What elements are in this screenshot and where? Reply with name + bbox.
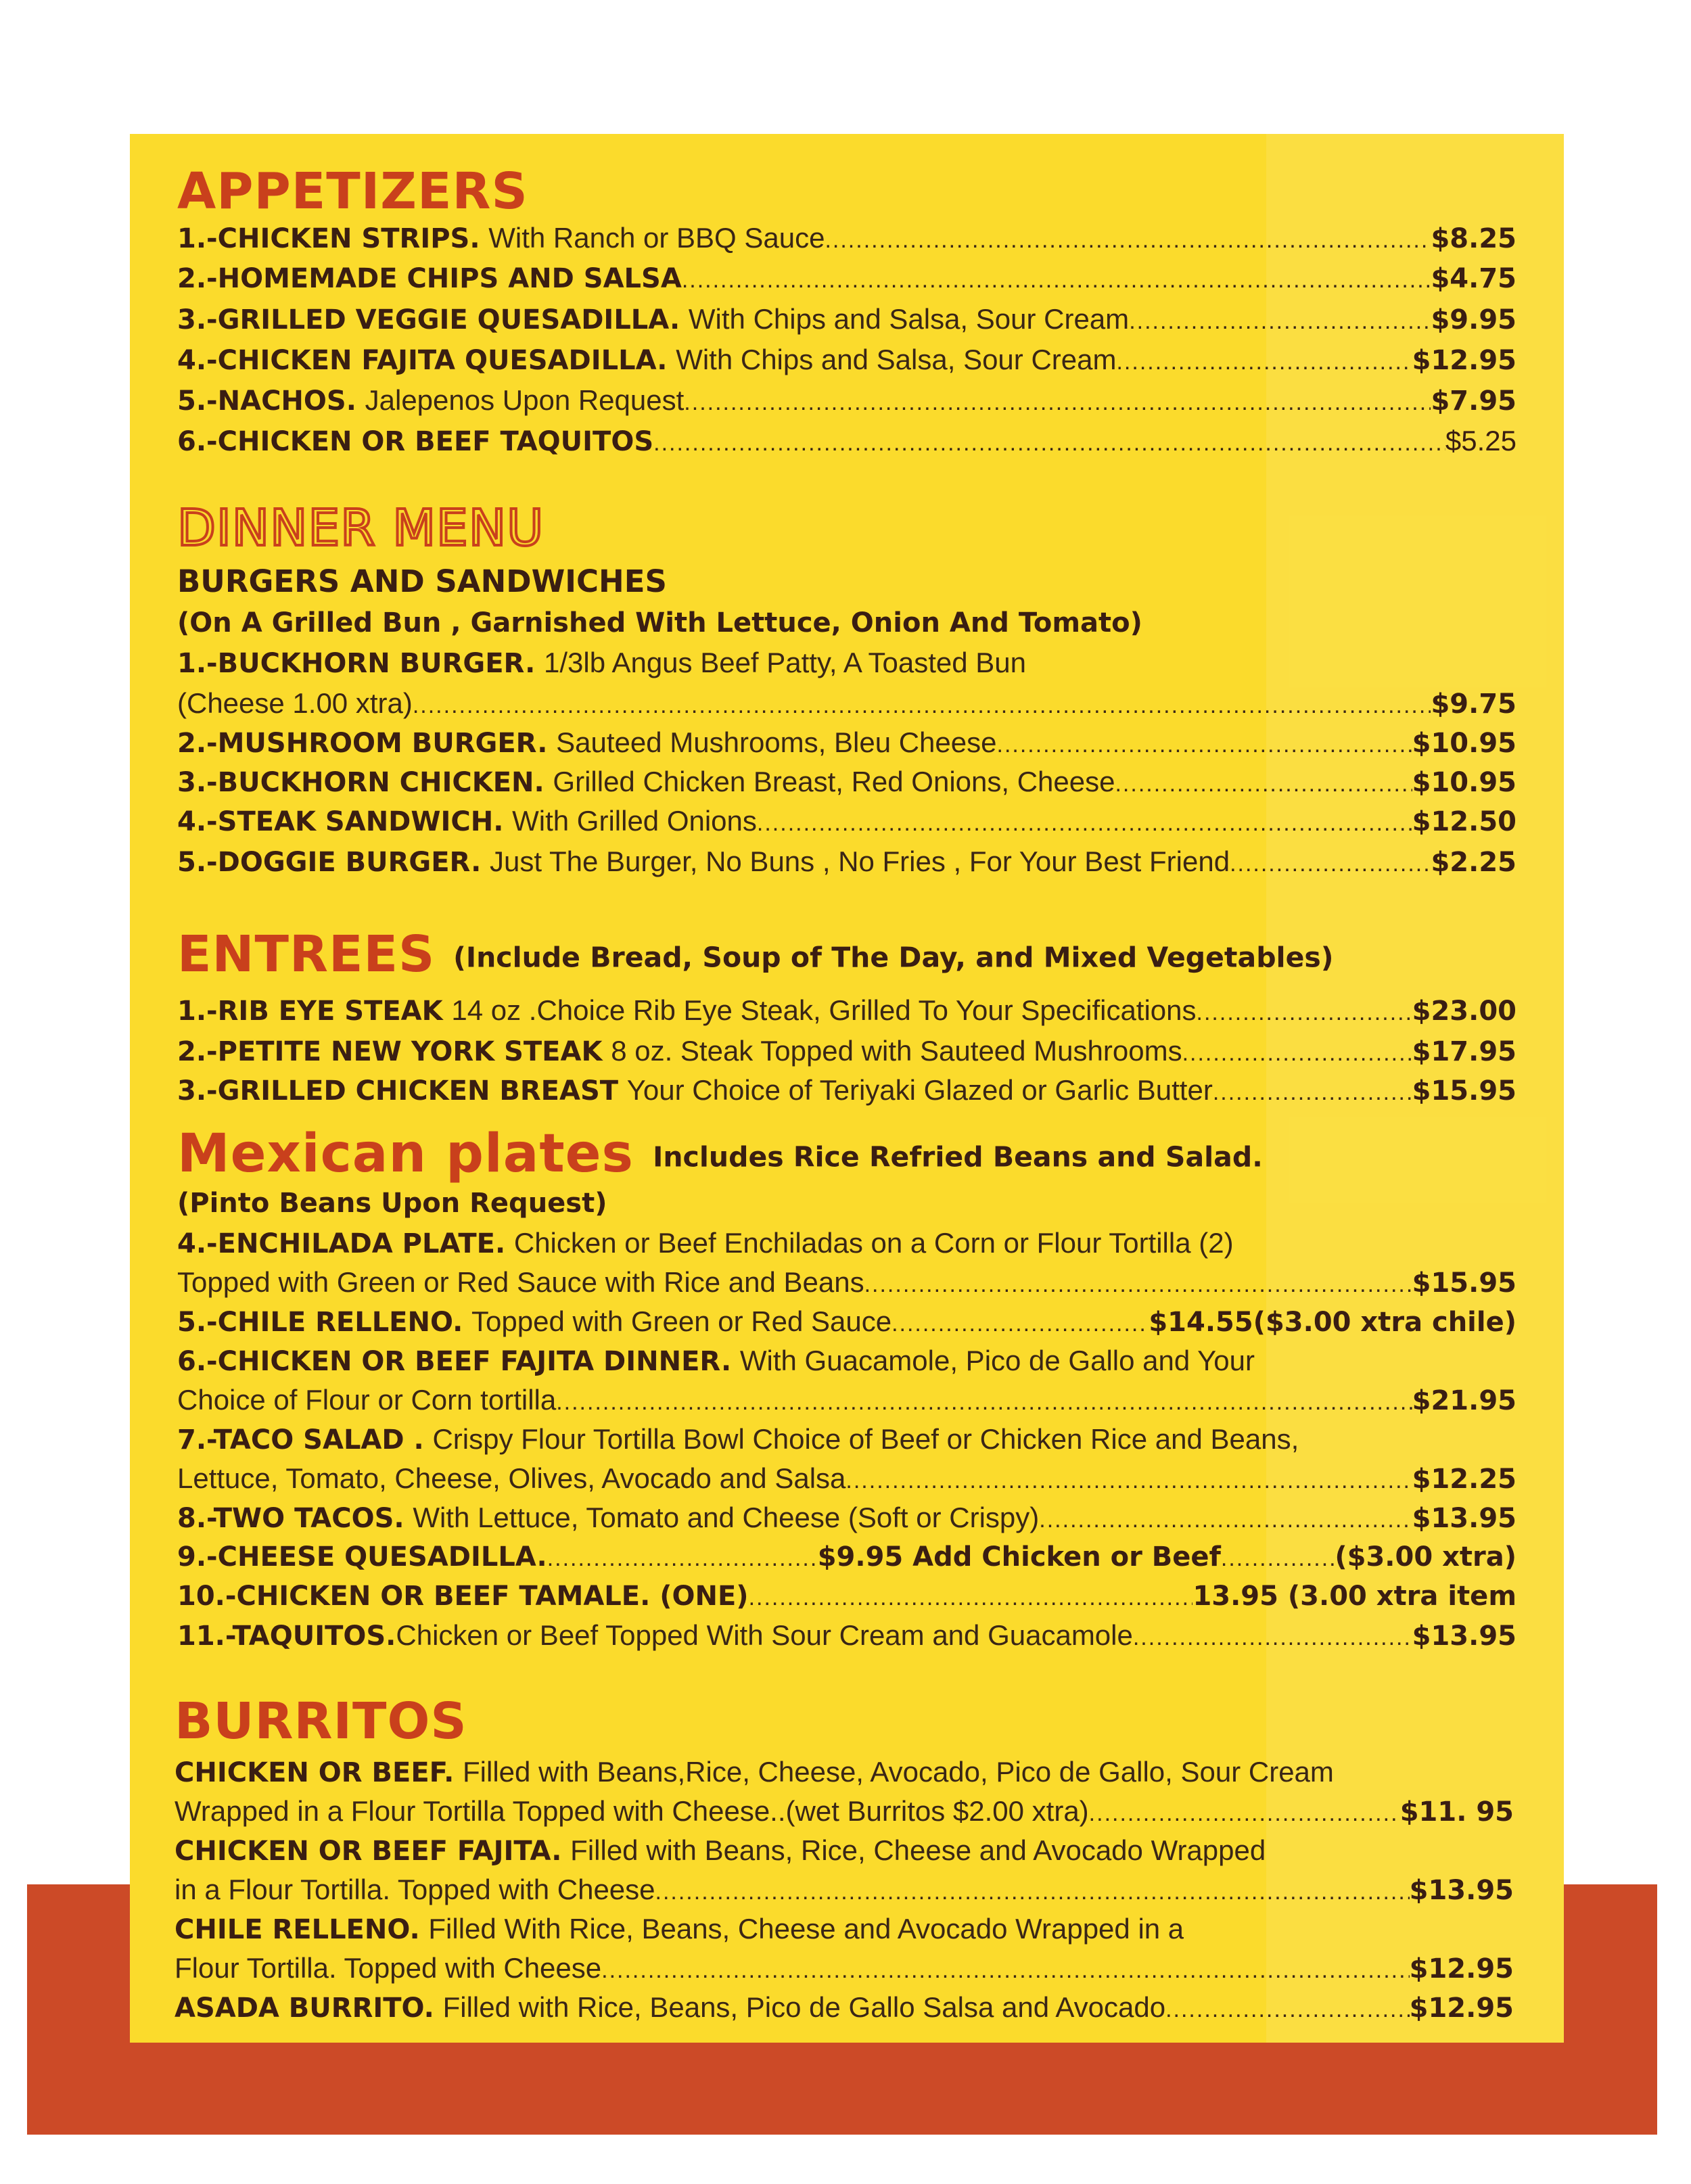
item-desc: Your Choice of Teriyaki Glazed or Garlic Butter (626, 1074, 1213, 1106)
item-desc: With Chips and Salsa, Sour Cream (676, 344, 1117, 375)
burgers-subheading: (On A Grilled Bun , Garnished With Lettuce, Onion And Tomato) (177, 607, 1142, 638)
dot-leader (682, 260, 1431, 299)
item-name: 2.-PETITE NEW YORK STEAK (177, 1036, 603, 1067)
dot-leader (1116, 342, 1412, 380)
item-price: $2.25 (1431, 847, 1516, 878)
dot-leader (601, 1950, 1410, 1989)
item-desc: Filled with Beans,Rice, Cheese, Avocado, Pico de Gallo, Sour Cream (463, 1756, 1334, 1788)
item-name: 4.-CHICKEN FAJITA QUESADILLA. (177, 345, 668, 376)
item-desc: in a Flour Tortilla. Topped with Cheese (175, 1874, 655, 1905)
menu-item-buckhorn-burger-cont (177, 683, 1516, 724)
item-price: $13.95 (1412, 1621, 1516, 1652)
menu-item-enchilada-plate (177, 1223, 1234, 1263)
item-name: 4.-STEAK SANDWICH. (177, 806, 504, 837)
menu-item-fajita-dinner-cont (177, 1380, 1516, 1420)
item-price: $12.25 (1412, 1464, 1516, 1495)
item-name: 2.-MUSHROOM BURGER. (177, 728, 548, 759)
item-desc: Topped with Green or Red Sauce with Rice and Beans (177, 1266, 864, 1298)
item-price: $15.95 (1412, 1075, 1516, 1107)
item-price: $17.95 (1412, 1036, 1516, 1067)
menu-item-burrito-fajita (175, 1830, 1266, 1871)
item-desc: Chicken or Beef Topped With Sour Cream and Guacamole (396, 1619, 1133, 1651)
item-desc: With Guacamole, Pico de Gallo and Your (739, 1345, 1255, 1376)
item-name: CHICKEN OR BEEF. (175, 1757, 455, 1788)
item-price: $10.95 (1412, 767, 1516, 798)
dot-leader (757, 803, 1412, 841)
item-desc: (Cheese 1.00 xtra) (177, 687, 413, 719)
item-desc: Crispy Flour Tortilla Bowl Choice of Beef or Chicken Rice and Beans, (432, 1423, 1299, 1455)
item-desc: Choice of Flour or Corn tortilla (177, 1384, 557, 1416)
item-desc: 14 oz .Choice Rib Eye Steak, Grilled To Your Specifications (451, 994, 1197, 1026)
burritos-title: BURRITOS (175, 1692, 467, 1750)
menu-item-veggie-quesadilla (177, 299, 1516, 340)
item-name: 1.-BUCKHORN BURGER. (177, 648, 536, 679)
item-desc: Filled with Beans, Rice, Cheese and Avocado Wrapped (570, 1834, 1266, 1866)
dot-leader (864, 1264, 1412, 1303)
menu-item-burrito-chicken-beef (175, 1752, 1334, 1792)
item-price: 13.95 (3.00 xtra item (1192, 1581, 1516, 1612)
dot-leader (556, 1382, 1412, 1420)
item-name: ASADA BURRITO. (175, 1993, 434, 2024)
mexican-plates-title (177, 1121, 1263, 1190)
item-price: $21.95 (1412, 1385, 1516, 1416)
dot-leader (749, 1577, 1193, 1617)
item-name: 5.-NACHOS. (177, 386, 356, 417)
item-desc: Filled With Rice, Beans, Cheese and Avocado Wrapped in a (428, 1913, 1184, 1945)
dot-leader (1197, 992, 1412, 1031)
item-price: $15.95 (1412, 1268, 1516, 1299)
item-price: $12.95 (1412, 345, 1516, 376)
menu-item-petite-ny-steak (177, 1031, 1516, 1071)
dot-leader (684, 382, 1431, 421)
item-price-extra: ($3.00 xtra) (1335, 1541, 1516, 1573)
item-name: 10.-CHICKEN OR BEEF TAMALE. (ONE) (177, 1581, 749, 1612)
dot-leader (1129, 301, 1431, 340)
item-price: $13.95 (1409, 1875, 1514, 1906)
dot-leader (655, 1872, 1410, 1910)
dinner-menu-title: DINNER MENU (177, 499, 545, 557)
item-desc: With Lettuce, Tomato and Cheese (Soft or Crispy) (413, 1502, 1040, 1533)
dot-leader (1133, 1617, 1412, 1656)
item-price: $4.75 (1431, 263, 1516, 294)
menu-item-fajita-dinner (177, 1341, 1255, 1381)
dot-leader (413, 685, 1431, 724)
dot-leader (1221, 1538, 1335, 1577)
dot-leader (1182, 1033, 1412, 1071)
item-price: $5.25 (1445, 425, 1516, 457)
menu-item-taquitos-plate (177, 1615, 1516, 1656)
item-name: 6.-CHICKEN OR BEEF TAQUITOS (177, 426, 654, 457)
item-name: CHICKEN OR BEEF FAJITA. (175, 1836, 562, 1867)
item-price: $14.55($3.00 xtra chile) (1149, 1307, 1516, 1338)
mexican-suffix: Includes Rice Refried Beans and Salad. (653, 1140, 1263, 1174)
menu-item-cheese-quesadilla (177, 1537, 1516, 1577)
item-price: $12.50 (1412, 806, 1516, 837)
item-name: 1.-RIB EYE STEAK (177, 996, 443, 1027)
item-name: 3.-GRILLED CHICKEN BREAST (177, 1075, 619, 1107)
menu-item-asada-burrito (175, 1987, 1514, 2028)
dot-leader (1039, 1500, 1412, 1538)
dot-leader (891, 1303, 1149, 1342)
dot-leader (1115, 764, 1412, 802)
item-name: 1.-CHICKEN STRIPS. (177, 223, 480, 254)
item-price: $12.95 (1409, 1953, 1514, 1984)
item-name: 9.-CHEESE QUESADILLA. (177, 1541, 547, 1573)
item-name: 4.-ENCHILADA PLATE. (177, 1228, 506, 1259)
item-desc: With Grilled Onions (512, 805, 757, 837)
dot-leader (1165, 1989, 1410, 2028)
item-price: $13.95 (1412, 1503, 1516, 1534)
item-desc: Filled with Rice, Beans, Pico de Gallo Salsa and Avocado (442, 1991, 1166, 2023)
item-desc: With Ranch or BBQ Sauce (488, 222, 825, 254)
item-desc: Chicken or Beef Enchiladas on a Corn or Flour Tortilla (2) (513, 1227, 1234, 1259)
item-price: $11. 95 (1399, 1796, 1514, 1828)
item-name: 3.-BUCKHORN CHICKEN. (177, 767, 545, 798)
menu-item-mushroom-burger (177, 722, 1516, 763)
menu-item-burrito-fajita-cont (175, 1869, 1514, 1910)
item-price: $9.95 (1431, 304, 1516, 335)
dot-leader (1089, 1793, 1400, 1832)
menu-item-rib-eye (177, 990, 1516, 1031)
menu-panel (130, 134, 1564, 2043)
item-price: $9.95 Add Chicken or Beef (817, 1541, 1221, 1573)
menu-item-burrito-chile-relleno-cont (175, 1948, 1514, 1989)
menu-item-tamale (177, 1576, 1516, 1617)
item-desc: Wrapped in a Flour Tortilla Topped with Cheese..(wet Burritos $2.00 xtra) (175, 1795, 1089, 1827)
entrees-title (177, 924, 1334, 988)
item-price: $9.75 (1431, 689, 1516, 720)
item-price: $23.00 (1412, 996, 1516, 1027)
dot-leader (846, 1460, 1412, 1499)
item-name: CHILE RELLENO. (175, 1914, 420, 1945)
item-name: 8.-TWO TACOS. (177, 1503, 404, 1534)
item-desc: With Chips and Salsa, Sour Cream (688, 303, 1130, 335)
item-price: $8.25 (1431, 223, 1516, 254)
menu-item-taco-salad (177, 1419, 1299, 1460)
menu-item-burrito-chicken-beef-cont (175, 1791, 1514, 1832)
menu-item-buckhorn-chicken (177, 762, 1516, 802)
menu-item-grilled-chicken-breast (177, 1070, 1516, 1111)
menu-item-chicken-strips (177, 218, 1516, 258)
dot-leader (1213, 1072, 1412, 1111)
menu-item-homemade-chips (177, 258, 1516, 299)
dot-leader (547, 1538, 818, 1577)
item-desc: Topped with Green or Red Sauce (471, 1305, 892, 1337)
item-desc: 8 oz. Steak Topped with Sauteed Mushrooms (611, 1035, 1182, 1067)
menu-item-taco-salad-cont (177, 1458, 1516, 1499)
appetizers-title: APPETIZERS (177, 162, 528, 220)
menu-item-chile-relleno (177, 1301, 1516, 1342)
item-desc: Grilled Chicken Breast, Red Onions, Cheese (553, 766, 1115, 797)
item-name: 6.-CHICKEN OR BEEF FAJITA DINNER. (177, 1346, 732, 1377)
item-price: $10.95 (1412, 728, 1516, 759)
item-name: 7.-TACO SALAD . (177, 1424, 424, 1456)
item-desc: Jalepenos Upon Request (365, 384, 685, 416)
item-price: $12.95 (1409, 1993, 1514, 2024)
entrees-title-text: ENTREES (177, 925, 436, 983)
item-desc: 1/3lb Angus Beef Patty, A Toasted Bun (544, 647, 1026, 678)
item-name: 11.-TAQUITOS. (177, 1621, 396, 1652)
menu-item-nachos (177, 380, 1516, 421)
burgers-heading: BURGERS AND SANDWICHES (177, 563, 667, 599)
menu-item-fajita-quesadilla (177, 340, 1516, 380)
mexican-title-text: Mexican plates (177, 1123, 634, 1184)
item-desc: Just The Burger, No Buns , No Fries , For Your Best Friend (490, 845, 1230, 877)
menu-item-doggie-burger (177, 841, 1516, 882)
item-name: 2.-HOMEMADE CHIPS AND SALSA (177, 263, 682, 294)
item-name: 3.-GRILLED VEGGIE QUESADILLA. (177, 304, 680, 335)
menu-item-burrito-chile-relleno (175, 1909, 1184, 1949)
item-name: 5.-DOGGIE BURGER. (177, 847, 482, 878)
dot-leader (997, 724, 1412, 763)
menu-item-taquitos (177, 421, 1516, 461)
mexican-subheading: (Pinto Beans Upon Request) (177, 1188, 607, 1219)
item-desc: Lettuce, Tomato, Cheese, Olives, Avocado and Salsa (177, 1462, 846, 1494)
entrees-suffix: (Include Bread, Soup of The Day, and Mixed Vegetables) (453, 941, 1334, 974)
dot-leader (825, 220, 1431, 258)
menu-item-two-tacos (177, 1497, 1516, 1538)
item-price: $7.95 (1431, 386, 1516, 417)
item-name: 5.-CHILE RELLENO. (177, 1307, 463, 1338)
menu-item-buckhorn-burger (177, 643, 1026, 683)
menu-item-enchilada-plate-cont (177, 1262, 1516, 1303)
dot-leader (653, 423, 1445, 461)
menu-item-steak-sandwich (177, 801, 1516, 841)
item-desc: Flour Tortilla. Topped with Cheese (175, 1952, 602, 1984)
item-desc: Sauteed Mushrooms, Bleu Cheese (556, 726, 997, 758)
dot-leader (1230, 843, 1431, 882)
